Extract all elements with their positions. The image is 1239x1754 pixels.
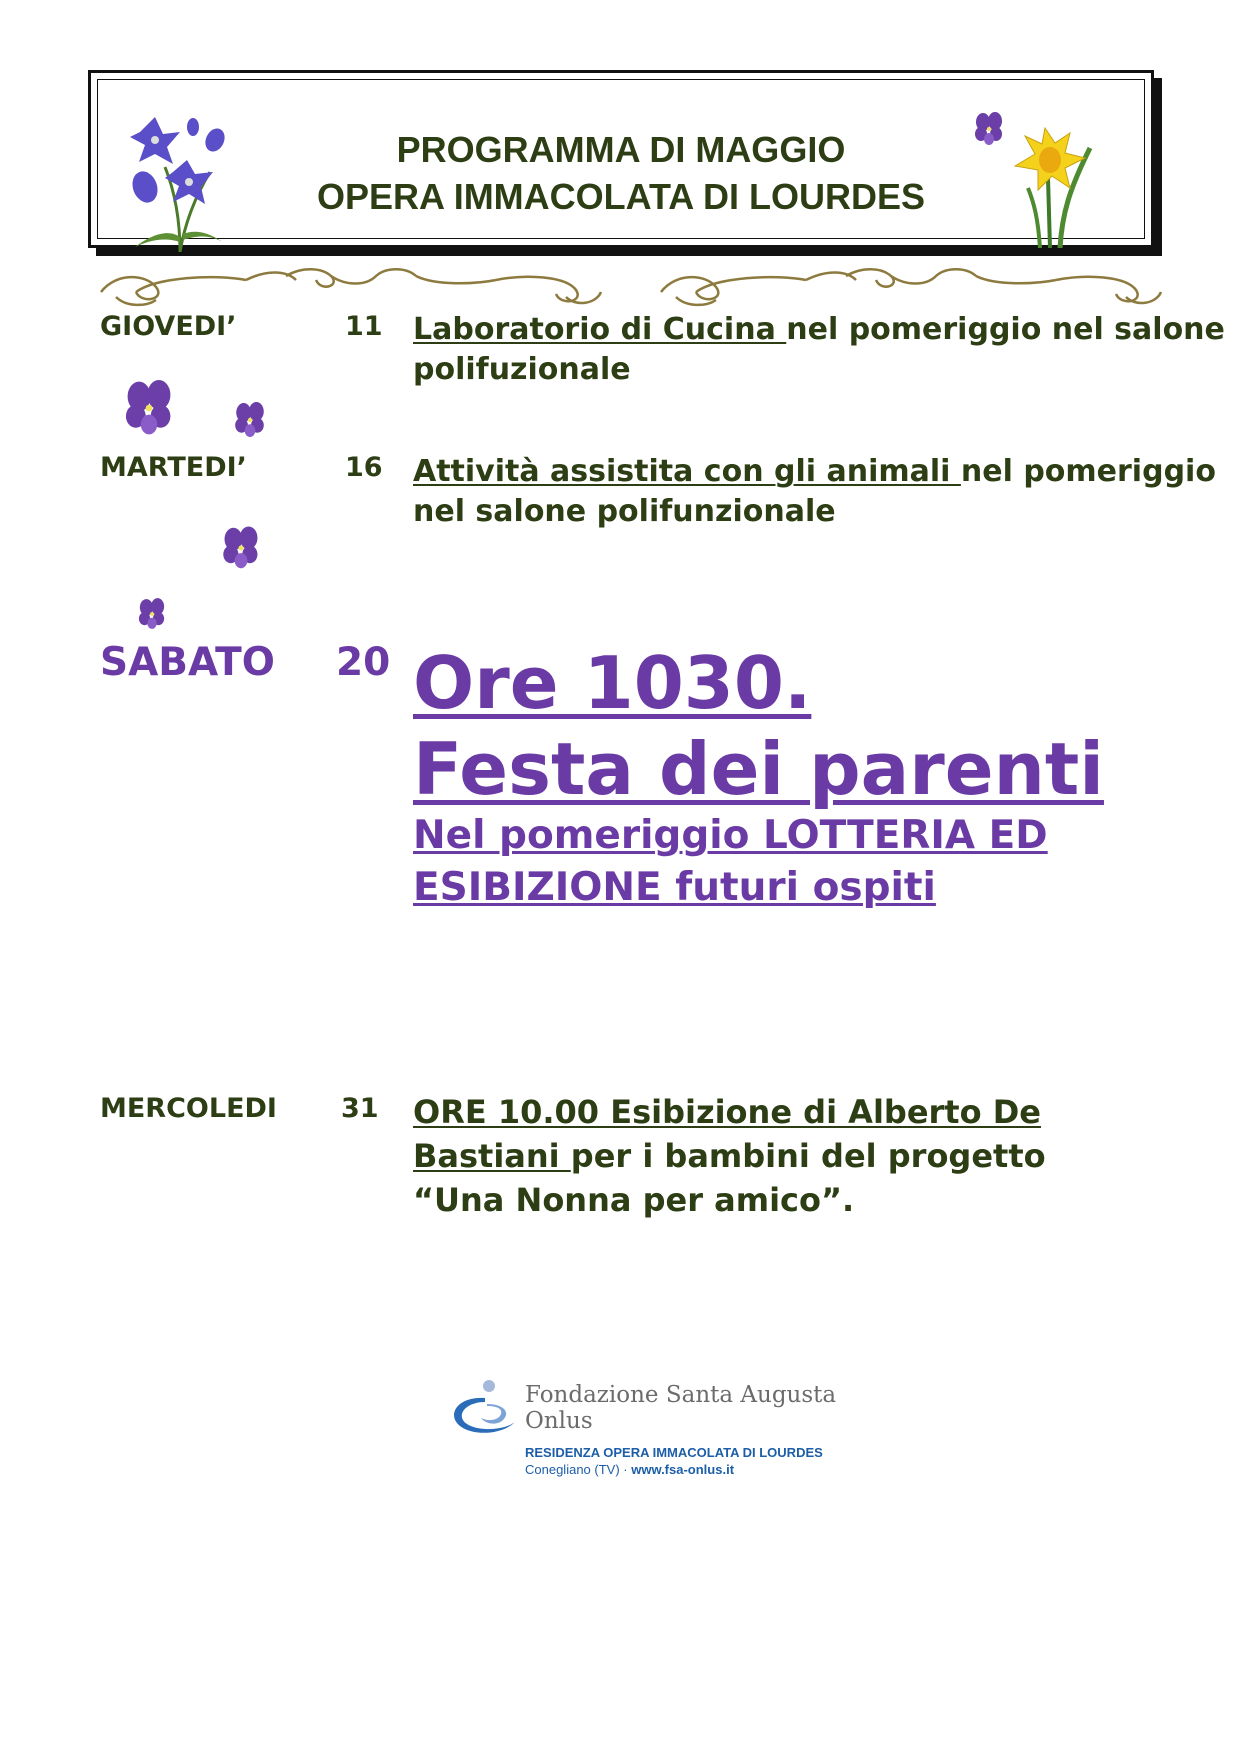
foundation-swirl-icon [445,1378,521,1448]
event-sabato-subtitle-2: ESIBIZIONE futuri ospiti [413,865,936,910]
foundation-logo [445,1378,845,1478]
foundation-name [525,1382,836,1434]
event-sabato-day: SABATO [100,640,275,685]
violet-icon [234,402,266,438]
event-giovedi-description [413,310,1225,390]
event-mercoledi-line2-rest: per i bambini del progetto [570,1137,1046,1175]
event-sabato-time [413,640,811,726]
event-mercoledi-line2-underlined: Bastiani [413,1137,571,1175]
website-link[interactable]: www.fsa-onlus.it [631,1462,735,1477]
header-title-line1: PROGRAMMA DI MAGGIO [396,129,846,170]
event-giovedi-date: 11 [345,311,383,342]
event-martedi-activity: Attività assistita con gli animali [413,454,961,489]
event-giovedi-activity: Laboratorio di Cucina [413,312,787,347]
daffodil-icon [1000,118,1100,248]
violet-icon [222,526,260,570]
event-martedi-date: 16 [345,452,383,483]
foundation-name-line1: Fondazione Santa Augusta [525,1382,837,1408]
event-sabato-time-text: Ore 1030. [413,641,812,725]
header-title-line2: OPERA IMMACOLATA DI LOURDES [317,176,925,217]
violet-icon [974,112,1004,146]
event-martedi-details-1: nel pomeriggio [960,454,1216,489]
event-sabato-subtitle-1: Nel pomeriggio LOTTERIA ED [413,813,1048,858]
event-sabato-subtitle [413,810,1048,914]
event-martedi-description [413,452,1216,532]
event-mercoledi-line3: “Una Nonna per amico”. [413,1181,855,1219]
event-giovedi-day: GIOVEDI’ [100,311,237,342]
event-mercoledi-date: 31 [341,1093,379,1124]
violet-icon [124,380,174,436]
event-mercoledi-line1: ORE 10.00 Esibizione di Alberto De [413,1093,1041,1131]
event-sabato-title-text: Festa dei parenti [413,727,1104,811]
scroll-ornament-left [96,262,606,312]
header-box [88,70,1154,248]
event-martedi-details-2: nel salone polifunzionale [413,494,836,529]
location-line [525,1462,734,1477]
violet-icon [138,598,166,630]
foundation-name-line2: Onlus [525,1408,593,1434]
event-giovedi-details-1: nel pomeriggio nel salone [786,312,1225,347]
scroll-ornament-right [656,262,1166,312]
event-martedi-day: MARTEDI’ [100,452,247,483]
location-text: Conegliano (TV) · [525,1462,632,1477]
event-giovedi-details-2: polifuzionale [413,352,631,387]
event-mercoledi-description [413,1090,1046,1222]
event-sabato-title [413,726,1104,812]
residence-label: RESIDENZA OPERA IMMACOLATA DI LOURDES [525,1445,823,1460]
event-sabato-date: 20 [336,640,391,685]
bellflower-icon [125,112,235,252]
event-mercoledi-day: MERCOLEDI [100,1093,277,1124]
